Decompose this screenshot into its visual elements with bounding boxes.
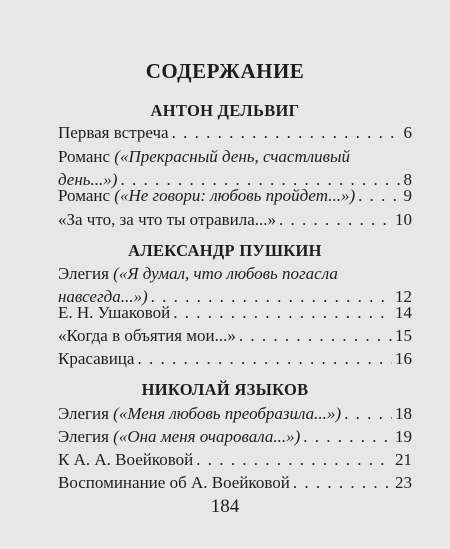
- page-number: 184: [210, 496, 240, 517]
- entry-page: 18: [395, 404, 412, 423]
- entry-title-cont: день...»): [58, 170, 118, 189]
- dot-leader: [239, 324, 392, 347]
- entry-title: «За что, за что ты отравила...»: [58, 210, 277, 229]
- toc-entry: [58, 471, 412, 494]
- entry-title: Воспоминание об А. Воейковой: [58, 473, 290, 492]
- toc-entry: [58, 324, 412, 347]
- toc-entry: [58, 402, 412, 425]
- toc-entry: [58, 347, 412, 370]
- entry-title: Красавица: [58, 349, 135, 368]
- author-heading: АЛЕКСАНДР ПУШКИН: [128, 241, 322, 260]
- toc-entry: [58, 121, 412, 144]
- entry-title: Романс («Прекрасный день, счастливый: [58, 147, 351, 166]
- toc-entry: [58, 425, 412, 448]
- dot-leader: [172, 121, 401, 144]
- author-heading: АНТОН ДЕЛЬВИГ: [150, 101, 300, 120]
- entry-page: 12: [395, 287, 412, 306]
- entry-page: 14: [395, 303, 412, 322]
- entry-title: Романс («Не говори: любовь пройдет...»): [58, 186, 356, 205]
- entry-title: Первая встреча: [58, 123, 169, 142]
- toc-entry: [58, 208, 412, 231]
- toc-entry: [58, 184, 412, 207]
- entry-page: 16: [395, 349, 412, 368]
- entry-page: 23: [395, 473, 412, 492]
- entry-page: 10: [395, 210, 412, 229]
- entry-page: 19: [395, 427, 412, 446]
- page-title: СОДЕРЖАНИЕ: [145, 59, 305, 83]
- dot-leader: [137, 347, 392, 370]
- entry-page: 15: [395, 326, 412, 345]
- entry-page: 9: [403, 186, 412, 205]
- entry-page: 21: [395, 450, 412, 469]
- dot-leader: [173, 301, 392, 324]
- entry-page: 6: [403, 123, 412, 142]
- dot-leader: [196, 448, 392, 471]
- entry-title: Элегия («Она меня очаровала...»): [58, 427, 301, 446]
- entry-title-cont: навсегда...»): [58, 287, 148, 306]
- toc-entry: [58, 448, 412, 471]
- toc-entry: [58, 301, 412, 324]
- author-heading: НИКОЛАЙ ЯЗЫКОВ: [141, 380, 309, 399]
- entry-title: Элегия («Я думал, что любовь погасла: [58, 264, 338, 283]
- dot-leader: [279, 208, 392, 231]
- dot-leader: [303, 425, 392, 448]
- entry-title: Е. Н. Ушаковой: [58, 303, 171, 322]
- dot-leader: [344, 402, 392, 425]
- dot-leader: [293, 471, 392, 494]
- entry-title: К А. А. Воейковой: [58, 450, 194, 469]
- dot-leader: [358, 184, 400, 207]
- entry-title: Элегия («Меня любовь преобразила...»): [58, 404, 342, 423]
- entry-title: «Когда в объятия мои...»: [58, 326, 236, 345]
- entry-page: 8: [403, 170, 412, 189]
